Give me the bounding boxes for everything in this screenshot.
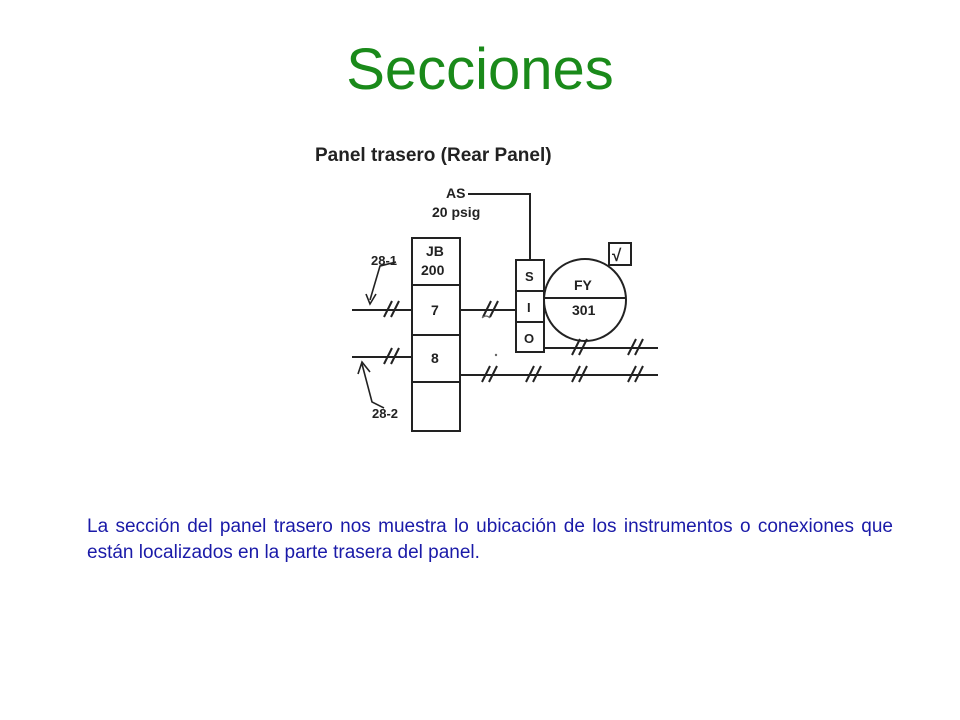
cable-label-28-2: 28-2 — [372, 406, 399, 421]
square-root-icon: √ — [612, 246, 622, 265]
instrument-tag: FY — [574, 277, 592, 293]
port-s: S — [525, 269, 534, 284]
air-supply-tag: AS — [446, 185, 466, 201]
instrument-bubble — [544, 259, 626, 341]
slide-caption: La sección del panel trasero nos muestra lo ubicación de los instrumentos o conexiones que están localizados en la parte trasera del panel. — [87, 516, 893, 563]
scan-mark — [482, 316, 490, 318]
scan-dot — [495, 354, 497, 356]
diagram-title: Panel trasero (Rear Panel) — [315, 145, 552, 166]
rear-panel-diagram — [300, 130, 680, 440]
port-o: O — [524, 331, 535, 346]
cable-leaders — [358, 262, 396, 408]
air-supply-pressure: 20 psig — [432, 204, 481, 220]
port-i: I — [527, 300, 531, 315]
junction-box-number: 200 — [421, 262, 445, 278]
slide-title: Secciones — [346, 37, 614, 102]
instrument-number: 301 — [572, 302, 596, 318]
junction-box-tag: JB — [426, 243, 444, 259]
terminal-7: 7 — [431, 302, 439, 318]
signal-lines — [352, 301, 658, 382]
cable-label-28-1: 28-1 — [371, 253, 398, 268]
terminal-8: 8 — [431, 350, 439, 366]
